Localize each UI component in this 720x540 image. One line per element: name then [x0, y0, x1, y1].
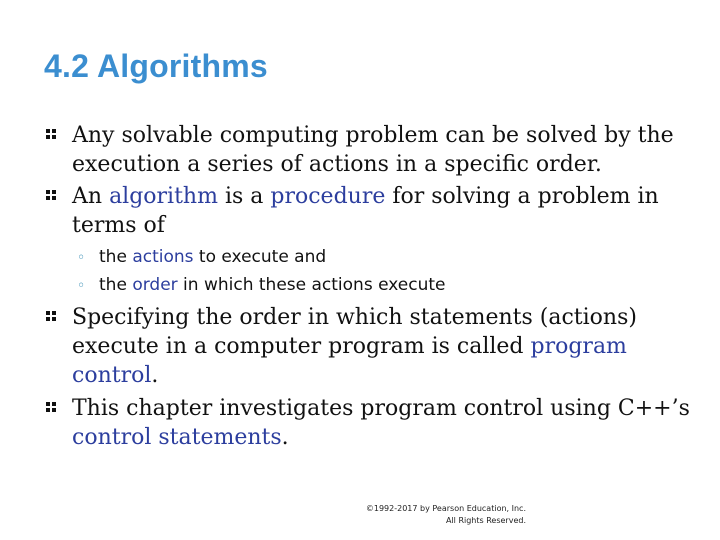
square-bullet-icon [45, 401, 57, 415]
term-program-control: program control [72, 334, 627, 388]
sub-bullet-2: ◦ the order in which these actions execute [77, 273, 677, 298]
bullet-4 [45, 394, 695, 452]
circle-bullet-icon: ◦ [77, 250, 86, 266]
square-bullet-icon [45, 128, 57, 142]
bullet-3-text: Specifying the order in which statements (actions) execute in a computer program is called program control. [72, 305, 637, 388]
term-order: order [132, 275, 178, 295]
term-procedure: procedure [270, 184, 386, 209]
bullet-1-text: Any solvable computing problem can be solved by the execution a series of actions in a specific order. [72, 123, 674, 177]
bullet-4-text: This chapter investigates program control using C++’s control statements. [72, 396, 690, 450]
square-bullet-icon [45, 189, 57, 203]
bullet-2 [45, 182, 695, 240]
copyright-footer: ©1992-2017 by Pearson Education, Inc. All Rights Reserved. [365, 504, 526, 525]
sub-bullet-1: ◦ the actions to execute and [77, 245, 677, 270]
term-control-statements: control statements [72, 425, 282, 450]
term-algorithm: algorithm [109, 184, 218, 209]
circle-bullet-icon: ◦ [77, 278, 86, 294]
bullet-1 [45, 121, 695, 179]
slide-title: 4.2 Algorithms [44, 48, 268, 84]
bullet-2-text: An algorithm is a procedure for solving a problem in terms of [72, 184, 659, 238]
bullet-3 [45, 303, 695, 390]
term-actions: actions [132, 247, 194, 267]
square-bullet-icon [45, 310, 57, 324]
